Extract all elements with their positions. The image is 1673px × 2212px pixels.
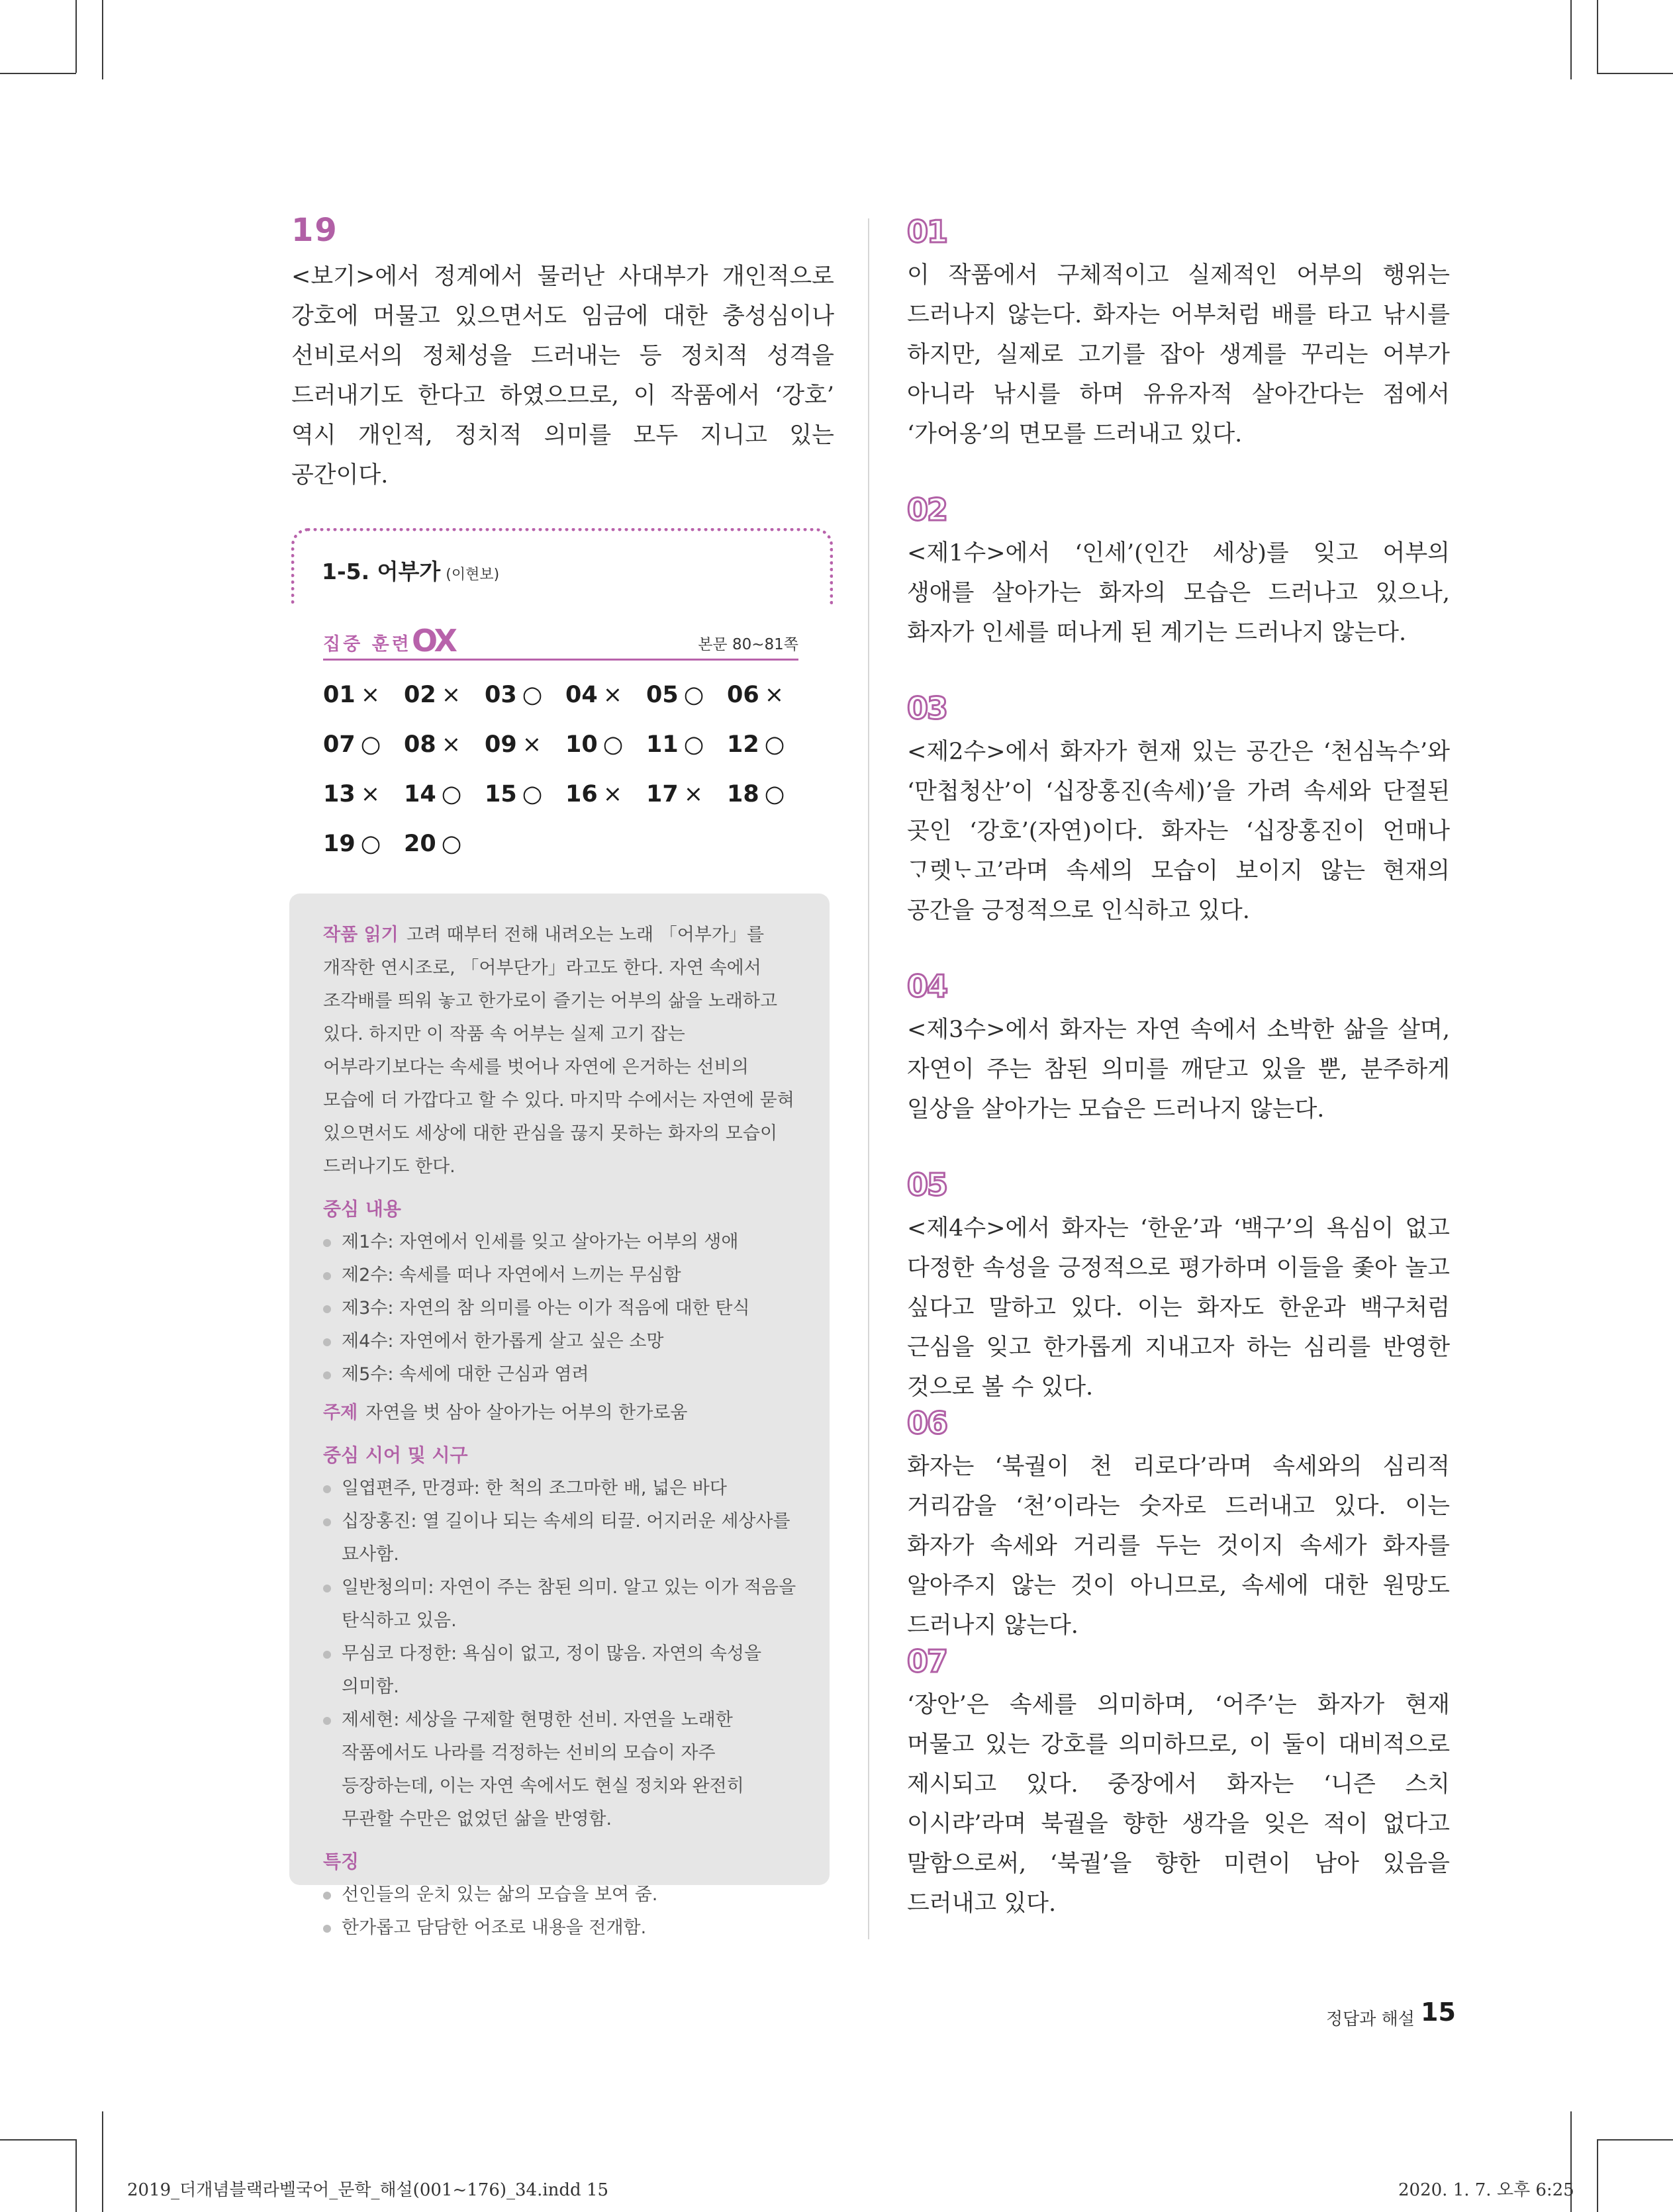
crop-mark (1597, 0, 1598, 73)
theme (323, 1397, 800, 1430)
key-words-title: 중심 시어 및 시구 (323, 1444, 468, 1466)
answer-item: 19 ○ (323, 831, 381, 857)
list-item: 일반청의미: 자연이 주는 참된 의미. 알고 있는 이가 적음을 탄식하고 있음. (323, 1571, 800, 1637)
question-number: 19 (291, 212, 338, 249)
author: (이현보) (446, 567, 500, 583)
answer-item: 17 × (646, 781, 704, 807)
answer-item: 09 × (485, 731, 542, 758)
print-slug-file: 2019_더개념블랙라벨국어_문학_해설(001~176)_34.indd 15 (127, 2180, 609, 2200)
answer-number: 01 (907, 214, 947, 250)
answer-number: 04 (907, 968, 947, 1004)
answer-row (323, 781, 826, 831)
crop-mark (0, 73, 76, 74)
crop-mark (1597, 2139, 1598, 2212)
answer-number: 05 (907, 1167, 947, 1203)
answer-explanation: <제4수>에서 화자는 ‘한운’과 ‘백구’의 욕심이 없고 다정한 속성을 긍정적으로 평가하며 이들을 좇아 놀고 싶다고 말하고 있다. 이는 화자도 한운과 백구처럼 근심을 잊고 한가롭게 지내고자 하는 심리를 반영한 것으로 볼 수 있다. (907, 1215, 1450, 1401)
answer-item: 18 ○ (727, 781, 785, 807)
list-item: 제5수: 속세에 대한 근심과 염려 (323, 1358, 800, 1391)
work-reading (323, 919, 800, 1183)
footer-label: 정답과 해설 (1326, 2009, 1415, 2029)
answer-item: 03 ○ (485, 682, 543, 708)
page-number: 15 (1421, 1998, 1456, 2027)
ox-training-label: 집중 훈련 (323, 634, 412, 655)
answer-item: 04 × (565, 682, 623, 708)
answer-explanation: <제3수>에서 화자는 자연 속에서 소박한 삶을 살며, 자연이 주는 참된 의미를 깨닫고 있을 뿐, 분주하게 일상을 살아가는 모습은 드러나지 않는다. (907, 1017, 1450, 1123)
theme-text: 자연을 벗 삼아 살아가는 어부의 한가로움 (365, 1403, 688, 1423)
list-item: 제3수: 자연의 참 의미를 아는 이가 적음에 대한 탄식 (323, 1292, 800, 1325)
answer-item: 14 ○ (404, 781, 462, 807)
ox-logo-icon: OX (412, 623, 455, 659)
list-item: 십장홍진: 열 길이나 되는 속세의 티끌. 어지러운 세상사를 묘사함. (323, 1505, 800, 1571)
answer-block (907, 1165, 1450, 1407)
crop-mark (75, 0, 77, 73)
answer-explanation: <보기>에서 정계에서 물러난 사대부가 개인적으로 강호에 머물고 있으면서도 임금에 대한 충성심이나 선비로서의 정체성을 드러내는 등 정치적 성격을 드러내기도 한다고 하였으므로, 이 작품에서 ‘강호’ 역시 개인적, 정치적 의미를 모두 지니고 있는 공간이다. (291, 263, 834, 488)
column-divider (868, 218, 869, 1939)
main-content-list (323, 1226, 800, 1391)
answer-item: 16 × (565, 781, 623, 807)
answer-block (907, 212, 1450, 454)
theme-label: 주제 (323, 1403, 358, 1423)
work-reading-label: 작품 읽기 (323, 925, 399, 945)
crop-mark (1570, 0, 1572, 79)
main-content-title: 중심 내용 (323, 1198, 401, 1220)
answer-item: 15 ○ (485, 781, 543, 807)
answer-item: 12 ○ (727, 731, 785, 758)
answer-item: 05 ○ (646, 682, 704, 708)
key-words-list (323, 1472, 800, 1836)
answer-number: 06 (907, 1405, 947, 1441)
answer-item: 08 × (404, 731, 461, 758)
page-reference: 본문 80~81쪽 (698, 636, 798, 653)
answer-item: 11 ○ (646, 731, 704, 758)
list-item: 제2수: 속세를 떠나 자연에서 느끼는 무심함 (323, 1259, 800, 1292)
list-item: 제세현: 세상을 구제할 현명한 선비. 자연을 노래한 작품에서도 나라를 걱정하는 선비의 모습이 자주 등장하는데, 이는 자연 속에서도 현실 정치와 완전히 무관할 수만은 없었던 삶을 반영함. (323, 1704, 800, 1836)
crop-mark (1597, 2139, 1673, 2141)
work-title: 1-5. 어부가 (322, 559, 441, 584)
section-title (322, 555, 499, 586)
print-slug-date: 2020. 1. 7. 오후 6:25 (1398, 2180, 1574, 2200)
list-item: 일엽편주, 만경파: 한 척의 조그마한 배, 넓은 바다 (323, 1472, 800, 1505)
answer-explanation: 화자는 ‘북궐이 천 리로다’라며 속세와의 심리적 거리감을 ‘천’이라는 숫자로 드러내고 있다. 이는 화자가 속세와 거리를 두는 것이지 속세가 화자를 알아주지 않는 것이 아니므로, 속세에 대한 원망도 드러나지 않는다. (907, 1453, 1450, 1639)
answer-item: 07 ○ (323, 731, 381, 758)
answer-block (907, 490, 1450, 653)
answer-block (907, 1403, 1450, 1645)
answer-block (907, 1641, 1450, 1923)
answer-item: 06 × (727, 682, 785, 708)
answer-number: 03 (907, 690, 947, 726)
answer-item: 02 × (404, 682, 461, 708)
crop-mark (75, 2139, 77, 2212)
crop-mark (102, 2111, 103, 2212)
crop-mark (0, 2139, 76, 2141)
answer-grid (323, 682, 826, 880)
work-info-content (323, 919, 800, 1945)
answer-block (907, 966, 1450, 1129)
features-list (323, 1878, 800, 1945)
answer-explanation: 이 작품에서 구체적이고 실제적인 어부의 행위는 드러나지 않는다. 화자는 어부처럼 배를 타고 낚시를 하지만, 실제로 고기를 잡아 생계를 꾸리는 어부가 아니라 낚시를 하며 유유자적 살아간다는 점에서 ‘가어옹’의 면모를 드러내고 있다. (907, 262, 1450, 447)
list-item: 제1수: 자연에서 인세를 잊고 살아가는 어부의 생애 (323, 1226, 800, 1259)
list-item: 한가롭고 담담한 어조로 내용을 전개함. (323, 1912, 800, 1945)
answer-number: 02 (907, 492, 947, 528)
list-item: 무심코 다정한: 욕심이 없고, 정이 많음. 자연의 속성을 의미함. (323, 1637, 800, 1704)
list-item: 선인들의 운치 있는 삶의 모습을 보여 줌. (323, 1878, 800, 1912)
work-reading-text: 고려 때부터 전해 내려오는 노래 「어부가」를 개작한 연시조로, 「어부단가」라고도 한다. 자연 속에서 조각배를 띄워 놓고 한가로이 즐기는 어부의 삶을 노래하고 있다. 하지만 이 작품 속 어부는 실제 고기 잡는 어부라기보다는 속세를 벗어나 자연에 은거하는 선비의 모습에 더 가깝다고 할 수 있다. 마지막 수에서는 자연에 묻혀 있으면서도 세상에 대한 관심을 끊지 못하는 화자의 모습이 드러나기도 한다. (323, 925, 794, 1177)
features-title: 특징 (323, 1851, 359, 1872)
answer-number: 07 (907, 1643, 947, 1679)
ox-training-header (323, 625, 798, 661)
answer-explanation: ‘장안’은 속세를 의미하며, ‘어주’는 화자가 현재 머물고 있는 강호를 의미하므로, 이 둘이 대비적으로 제시되고 있다. 중장에서 화자는 ‘니즌 스치 이시랴’라며 북궐을 향한 생각을 잊은 적이 없다고 말함으로써, ‘북궐’을 향한 미련이 남아 있음을 드러내고 있다. (907, 1692, 1450, 1917)
answer-item: 10 ○ (565, 731, 624, 758)
answer-item: 20 ○ (404, 831, 462, 857)
crop-mark (102, 0, 103, 79)
answer-row (323, 682, 826, 731)
answer-row (323, 831, 826, 880)
list-item: 제4수: 자연에서 한가롭게 살고 싶은 소망 (323, 1325, 800, 1358)
answer-item: 13 × (323, 781, 381, 807)
answer-explanation: <제2수>에서 화자가 현재 있는 공간은 ‘천심녹수’와 ‘만첩청산’이 ‘십장홍진(속세)’을 가려 속세와 단절된 곳인 ‘강호’(자연)이다. 화자는 ‘십장홍진이 언매나 ᄀᆞ렛ᄂᆞ고’라며 속세의 모습이 보이지 않는 현재의 공간을 긍정적으로 인식하고 있다. (907, 739, 1450, 924)
answer-row (323, 731, 826, 781)
answer-item: 01 × (323, 682, 381, 708)
answer-explanation: <제1수>에서 ‘인세’(인간 세상)를 잊고 어부의 생애를 살아가는 화자의 모습은 드러나고 있으나, 화자가 인세를 떠나게 된 계기는 드러나지 않는다. (907, 540, 1450, 646)
answer-block (907, 688, 1450, 931)
crop-mark (1597, 73, 1673, 74)
